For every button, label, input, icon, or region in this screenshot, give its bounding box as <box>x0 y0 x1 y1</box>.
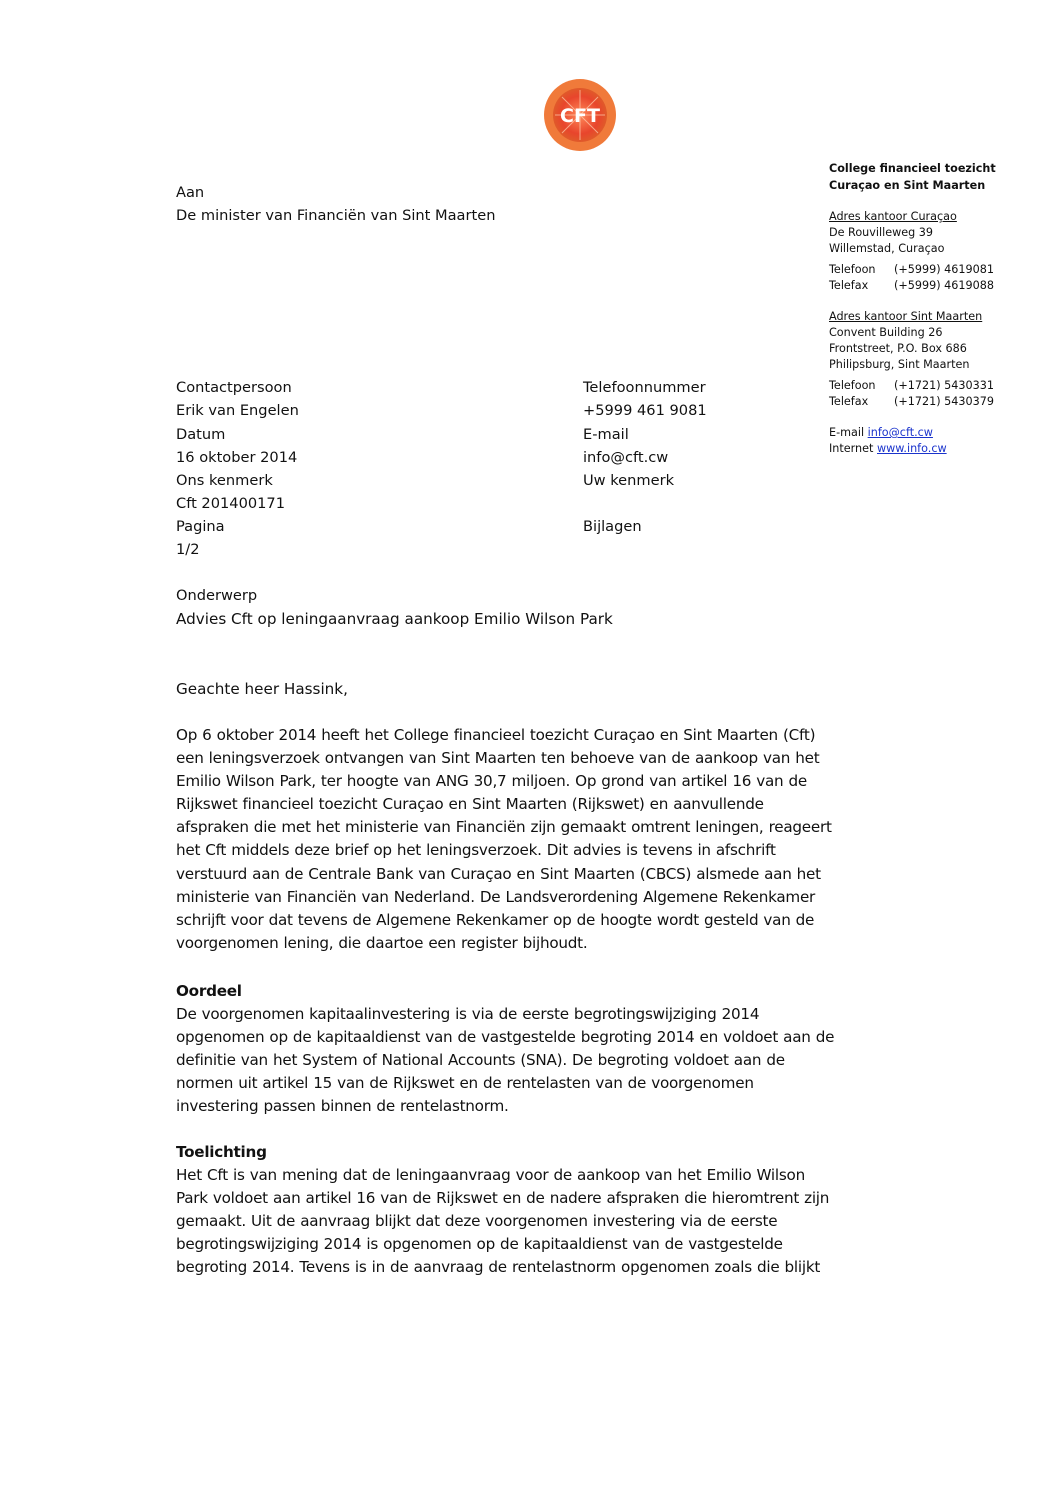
date-label: Datum <box>176 426 226 443</box>
salutation: Geachte heer Hassink, <box>176 680 348 698</box>
office-sxm-phone: Telefoon (+1721) 5430331 <box>829 379 994 392</box>
phone-label: Telefoonnummer <box>583 379 706 396</box>
cft-logo <box>543 78 617 152</box>
office-curacao-title: Adres kantoor Curaçao <box>829 210 957 223</box>
email-value: info@cft.cw <box>583 449 669 466</box>
subject-value: Advies Cft op leningaanvraag aankoop Emilio Wilson Park <box>176 610 613 628</box>
attachments-label: Bijlagen <box>583 518 642 535</box>
website-link[interactable]: www.info.cw <box>877 442 947 455</box>
office-curacao-line2: Willemstad, Curaçao <box>829 242 945 255</box>
email-label: E-mail <box>583 426 629 443</box>
office-curacao-phone: Telefoon (+5999) 4619081 <box>829 263 994 276</box>
recipient-value: De minister van Financiën van Sint Maarten <box>176 207 496 224</box>
toelichting-heading: Toelichting <box>176 1143 267 1161</box>
org-name-line1: College financieel toezicht <box>829 162 996 175</box>
contact-value: Erik van Engelen <box>176 402 299 419</box>
office-sxm-fax: Telefax (+1721) 5430379 <box>829 395 994 408</box>
office-sxm-line3: Philipsburg, Sint Maarten <box>829 358 970 371</box>
oordeel-heading: Oordeel <box>176 982 242 1000</box>
subject-label: Onderwerp <box>176 587 258 604</box>
intro-paragraph: Op 6 oktober 2014 heeft het College financieel toezicht Curaçao en Sint Maarten (Cft) een leningsverzoek ontvangen van Sint Maarten ten behoeve van de aankoop van het Emilio Wilson Park, ter hoogte van ANG 30,7 miljoen. Op grond van artikel 16 van de Rijkswet financieel toezicht Curaçao en Sint Maarten (Rijkswet) en aanvullende afspraken die met het ministerie van Financiën zijn gemaakt omtrent leningen, reageert het Cft middels deze brief op het leningsverzoek. Dit advies is tevens in afschrift verstuurd aan de Centrale Bank van Curaçao en Sint Maarten (CBCS) alsmede aan het ministerie van Financiën van Nederland. De Landsverordening Algemene Rekenkamer schrijft voor dat tevens de Algemene Rekenkamer op de hoogte wordt gesteld van de voorgenomen lening, die daartoe een register bijhoudt. <box>176 726 832 952</box>
office-sxm-title: Adres kantoor Sint Maarten <box>829 310 983 323</box>
internet-row: Internet www.info.cw <box>829 442 947 455</box>
office-curacao-fax: Telefax (+5999) 4619088 <box>829 279 994 292</box>
org-name-line2: Curaçao en Sint Maarten <box>829 179 986 192</box>
office-sxm-line1: Convent Building 26 <box>829 326 943 339</box>
phone-value: +5999 461 9081 <box>583 402 707 419</box>
our-ref-value: Cft 201400171 <box>176 495 285 512</box>
svg-text:CFT: CFT <box>560 105 600 127</box>
date-value: 16 oktober 2014 <box>176 449 298 466</box>
email-row: E-mail info@cft.cw <box>829 426 933 439</box>
email-link[interactable]: info@cft.cw <box>867 426 933 439</box>
our-ref-label: Ons kenmerk <box>176 472 273 489</box>
office-sxm-line2: Frontstreet, P.O. Box 686 <box>829 342 967 355</box>
contact-label: Contactpersoon <box>176 379 292 396</box>
cft-seal-icon <box>543 78 617 152</box>
sender-address-block <box>829 160 1039 457</box>
toelichting-section: Toelichting Het Cft is van mening dat de leningaanvraag voor de aankoop van het Emilio Wilson Park voldoet aan artikel 16 van de Rijkswet en de nadere afspraken die hieromtrent zijn gemaakt. Uit de aanvraag blijkt dat deze voorgenomen investering via de eerste begrotingswijziging 2014 is opgenomen op de kapitaaldienst van de vastgestelde begroting 2014. Tevens is in de aanvraag de rentelastnorm opgenomen zoals die blijkt <box>176 1141 896 1280</box>
your-ref-label: Uw kenmerk <box>583 472 675 489</box>
oordeel-section: Oordeel De voorgenomen kapitaalinvestering is via de eerste begrotingswijziging 2014 opgenomen op de kapitaaldienst van de vastgestelde begroting 2014 en voldoet aan de definitie van het System of National Accounts (SNA). De begroting voldoet aan de normen uit artikel 15 van de Rijkswet en de rentelasten van de voorgenomen investering passen binnen de rentelastnorm. <box>176 980 896 1119</box>
recipient-label: Aan <box>176 184 205 201</box>
page-value: 1/2 <box>176 541 200 558</box>
office-curacao-line1: De Rouvilleweg 39 <box>829 226 934 239</box>
page-label: Pagina <box>176 518 225 535</box>
